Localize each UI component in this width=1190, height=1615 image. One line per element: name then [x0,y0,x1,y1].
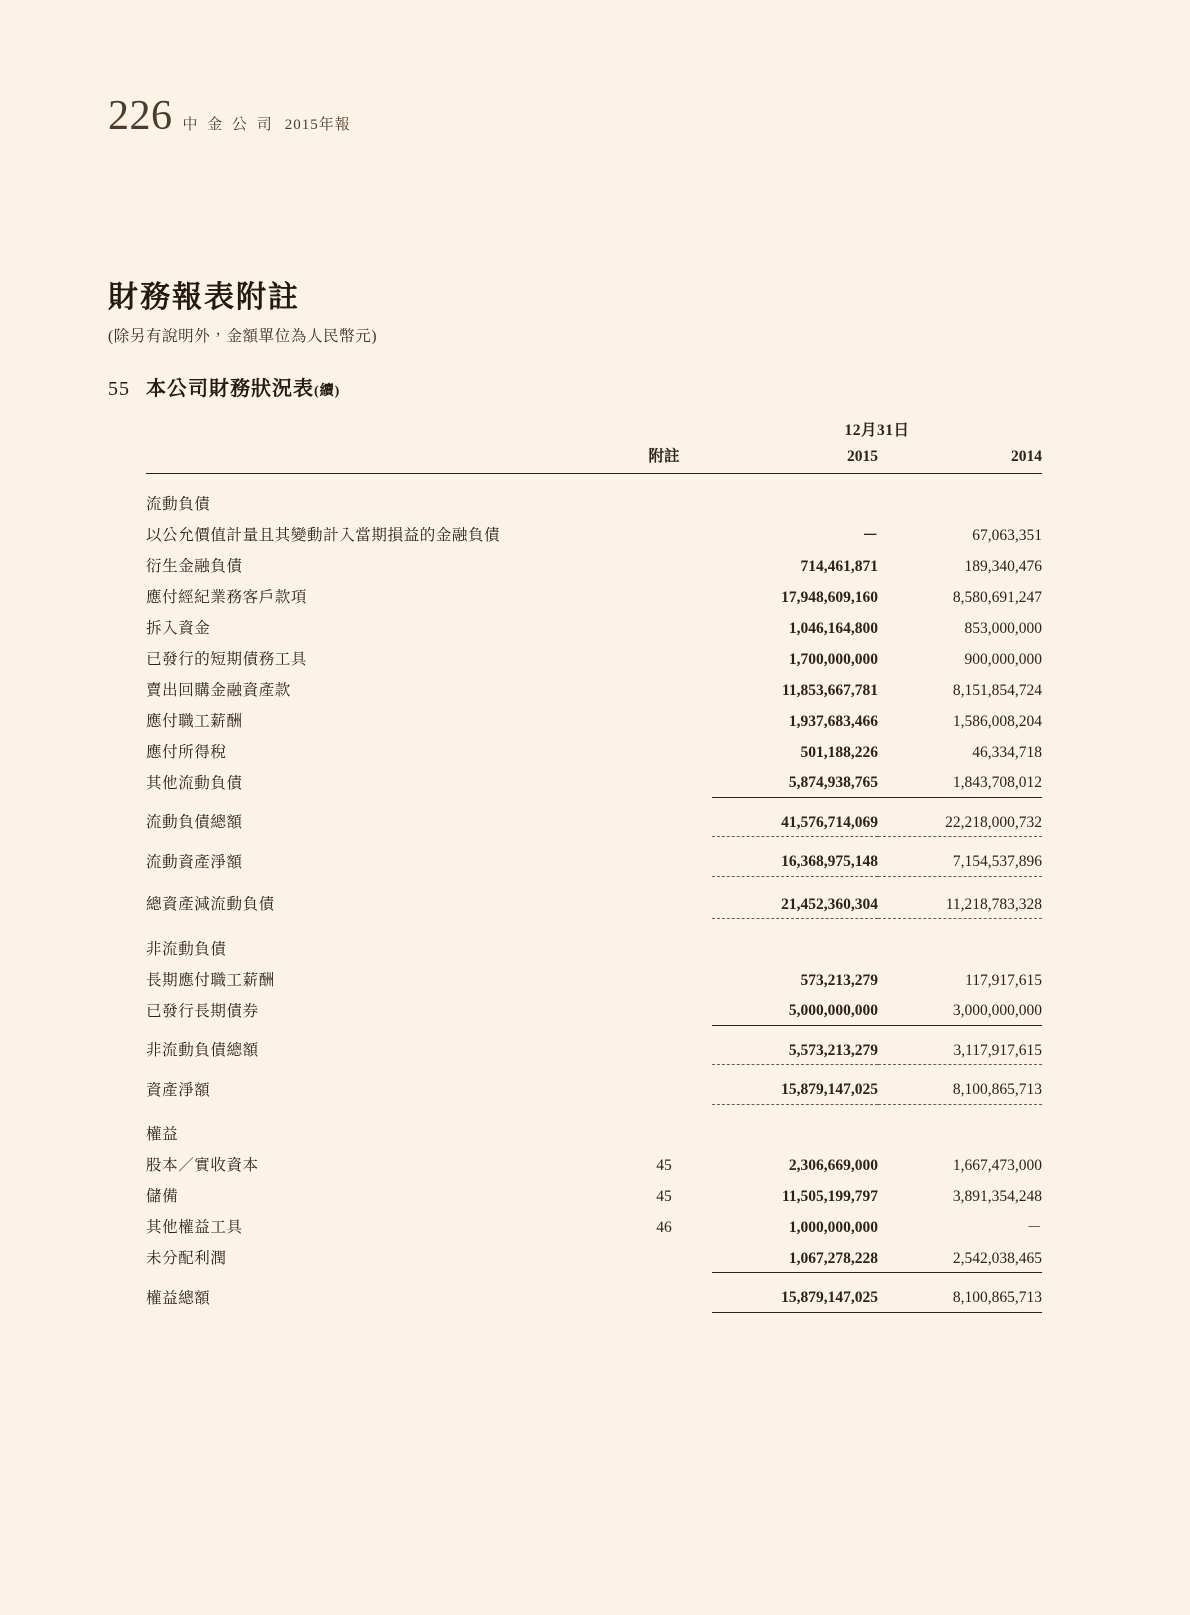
table-row [146,766,1042,797]
row-note [616,611,712,642]
table-row [146,518,1042,549]
row-value-2014: 853,000,000 [964,619,1042,637]
row-label: 已發行長期債券 [146,1002,259,1020]
running-head-year: 2015年報 [284,117,351,133]
table-row [146,1242,1042,1273]
table-row [146,673,1042,704]
final-rule [146,1312,1042,1313]
row-note [616,1242,712,1273]
row-value-2014: 8,100,865,713 [952,1289,1042,1306]
row-note [616,580,712,611]
row-label: 未分配利潤 [146,1250,227,1267]
row-note [616,673,712,704]
row-value-2015: 41,576,714,069 [781,813,878,831]
row-value-2015: 15,879,147,025 [781,1289,878,1306]
row-value-2014: 7,154,537,896 [952,853,1042,870]
financial-position-table [146,418,1042,1313]
table-row-total [146,806,1042,837]
section-heading: 非流動負債 [146,940,227,958]
row-value-2014: 8,100,865,713 [952,1081,1042,1098]
row-label: 流動資產淨額 [146,853,243,871]
row-value-2014: 1,586,008,204 [952,712,1042,730]
table-date-header-row [146,418,1042,444]
table-row [146,549,1042,580]
row-value-2015: 16,368,975,148 [781,853,878,870]
row-label: 股本／實收資本 [146,1157,259,1174]
page-title: 財務報表附註 [108,281,300,314]
row-note [616,888,712,919]
section-heading: 權益 [146,1126,179,1143]
row-value-2014: － [1026,1219,1042,1236]
table-row-total [146,1073,1042,1104]
row-note [616,1073,712,1104]
table-row-total [146,1034,1042,1065]
table-row [146,932,1042,963]
row-value-2014: 11,218,783,328 [945,895,1042,913]
table-column-header-row [146,444,1042,474]
row-value-2014: 67,063,351 [972,526,1042,544]
column-header-note: 附註 [648,448,680,465]
row-value-2015: － [862,526,878,544]
row-value-2015: 1,067,278,228 [788,1249,878,1267]
row-value-2015: 1,046,164,800 [788,619,878,637]
row-value-2015: 5,573,213,279 [788,1041,878,1059]
table-row [146,735,1042,766]
row-label: 拆入資金 [146,619,211,637]
row-note [616,642,712,673]
row-value-2015: 1,937,683,466 [788,712,878,730]
row-note [616,704,712,735]
row-note: 45 [656,1157,672,1174]
row-label: 其他流動負債 [146,774,243,792]
row-value-2014: 1,843,708,012 [952,774,1042,791]
row-value-2014: 189,340,476 [964,557,1042,575]
row-value-2015: 1,700,000,000 [788,650,878,668]
row-label: 衍生金融負債 [146,557,243,575]
row-value-2014: 22,218,000,732 [945,813,1042,831]
row-value-2015: 21,452,360,304 [781,895,878,913]
row-label: 長期應付職工薪酬 [146,971,275,989]
row-value-2014: 3,891,354,248 [952,1188,1042,1205]
note-heading [108,372,340,401]
row-value-2014: 3,000,000,000 [952,1002,1042,1019]
row-label: 資產淨額 [146,1081,211,1099]
row-label: 儲備 [146,1188,179,1205]
table-row-total [146,1281,1042,1312]
row-value-2014: 2,542,038,465 [952,1249,1042,1267]
section-heading: 流動負債 [146,495,211,513]
column-header-2014: 2014 [1011,448,1042,465]
row-note [616,518,712,549]
row-value-2015: 5,874,938,765 [788,774,878,791]
row-value-2014: 8,151,854,724 [952,681,1042,699]
running-head [108,92,351,140]
row-value-2015: 17,948,609,160 [781,588,878,606]
page-subtitle: (除另有說明外，金額單位為人民幣元) [108,328,378,345]
row-label: 賣出回購金融資產款 [146,681,291,699]
table-row [146,963,1042,994]
row-value-2014: 3,117,917,615 [953,1041,1042,1059]
row-value-2015: 5,000,000,000 [788,1002,878,1019]
page-number: 226 [108,93,173,139]
table-row [146,487,1042,518]
table-row [146,1118,1042,1149]
table-row-total [146,888,1042,919]
row-note [616,735,712,766]
note-continued-label: (續) [314,384,341,399]
row-note [616,549,712,580]
row-value-2015: 2,306,669,000 [788,1157,878,1174]
row-label: 權益總額 [146,1289,211,1307]
row-note [616,1034,712,1065]
row-label: 已發行的短期債務工具 [146,650,308,668]
row-label: 總資產減流動負債 [146,896,275,913]
row-value-2014: 900,000,000 [964,650,1042,668]
row-value-2014: 46,334,718 [972,743,1042,761]
row-value-2015: 501,188,226 [800,743,878,761]
row-note: 46 [656,1219,672,1236]
table-row [146,1180,1042,1211]
row-label: 應付職工薪酬 [146,712,243,730]
table-row [146,994,1042,1025]
table-row [146,580,1042,611]
row-value-2015: 11,853,667,781 [781,681,878,699]
row-label: 以公允價值計量且其變動計入當期損益的金融負債 [146,526,501,544]
row-value-2015: 11,505,199,797 [781,1188,878,1205]
row-value-2014: 8,580,691,247 [952,588,1042,606]
row-value-2014: 117,917,615 [965,971,1042,989]
row-note [616,963,712,994]
table-row [146,1149,1042,1180]
table-row [146,642,1042,673]
row-label: 流動負債總額 [146,814,243,831]
row-label: 其他權益工具 [146,1219,243,1236]
table-row [146,704,1042,735]
row-note [616,766,712,797]
table-row [146,1211,1042,1242]
row-note [616,1281,712,1312]
row-value-2015: 573,213,279 [800,971,878,989]
row-value-2015: 1,000,000,000 [788,1219,878,1236]
row-label: 非流動負債總額 [146,1042,259,1059]
column-header-2015: 2015 [847,448,878,465]
header-spacer [146,474,1042,487]
row-note [616,845,712,876]
note-title: 本公司財務狀況表 [146,378,314,400]
row-note [616,806,712,837]
row-value-2015: 714,461,871 [800,557,878,575]
row-value-2015: 15,879,147,025 [781,1081,878,1098]
row-value-2014: 1,667,473,000 [952,1157,1042,1174]
date-header: 12月31日 [844,422,910,439]
row-note [616,994,712,1025]
row-label: 應付所得稅 [146,743,227,761]
running-head-company: 中 金 公 司 [182,117,275,133]
note-number: 55 [108,378,130,400]
table-row-total [146,845,1042,876]
table-row [146,611,1042,642]
row-label: 應付經紀業務客戶款項 [146,588,308,606]
row-note: 45 [656,1188,672,1205]
